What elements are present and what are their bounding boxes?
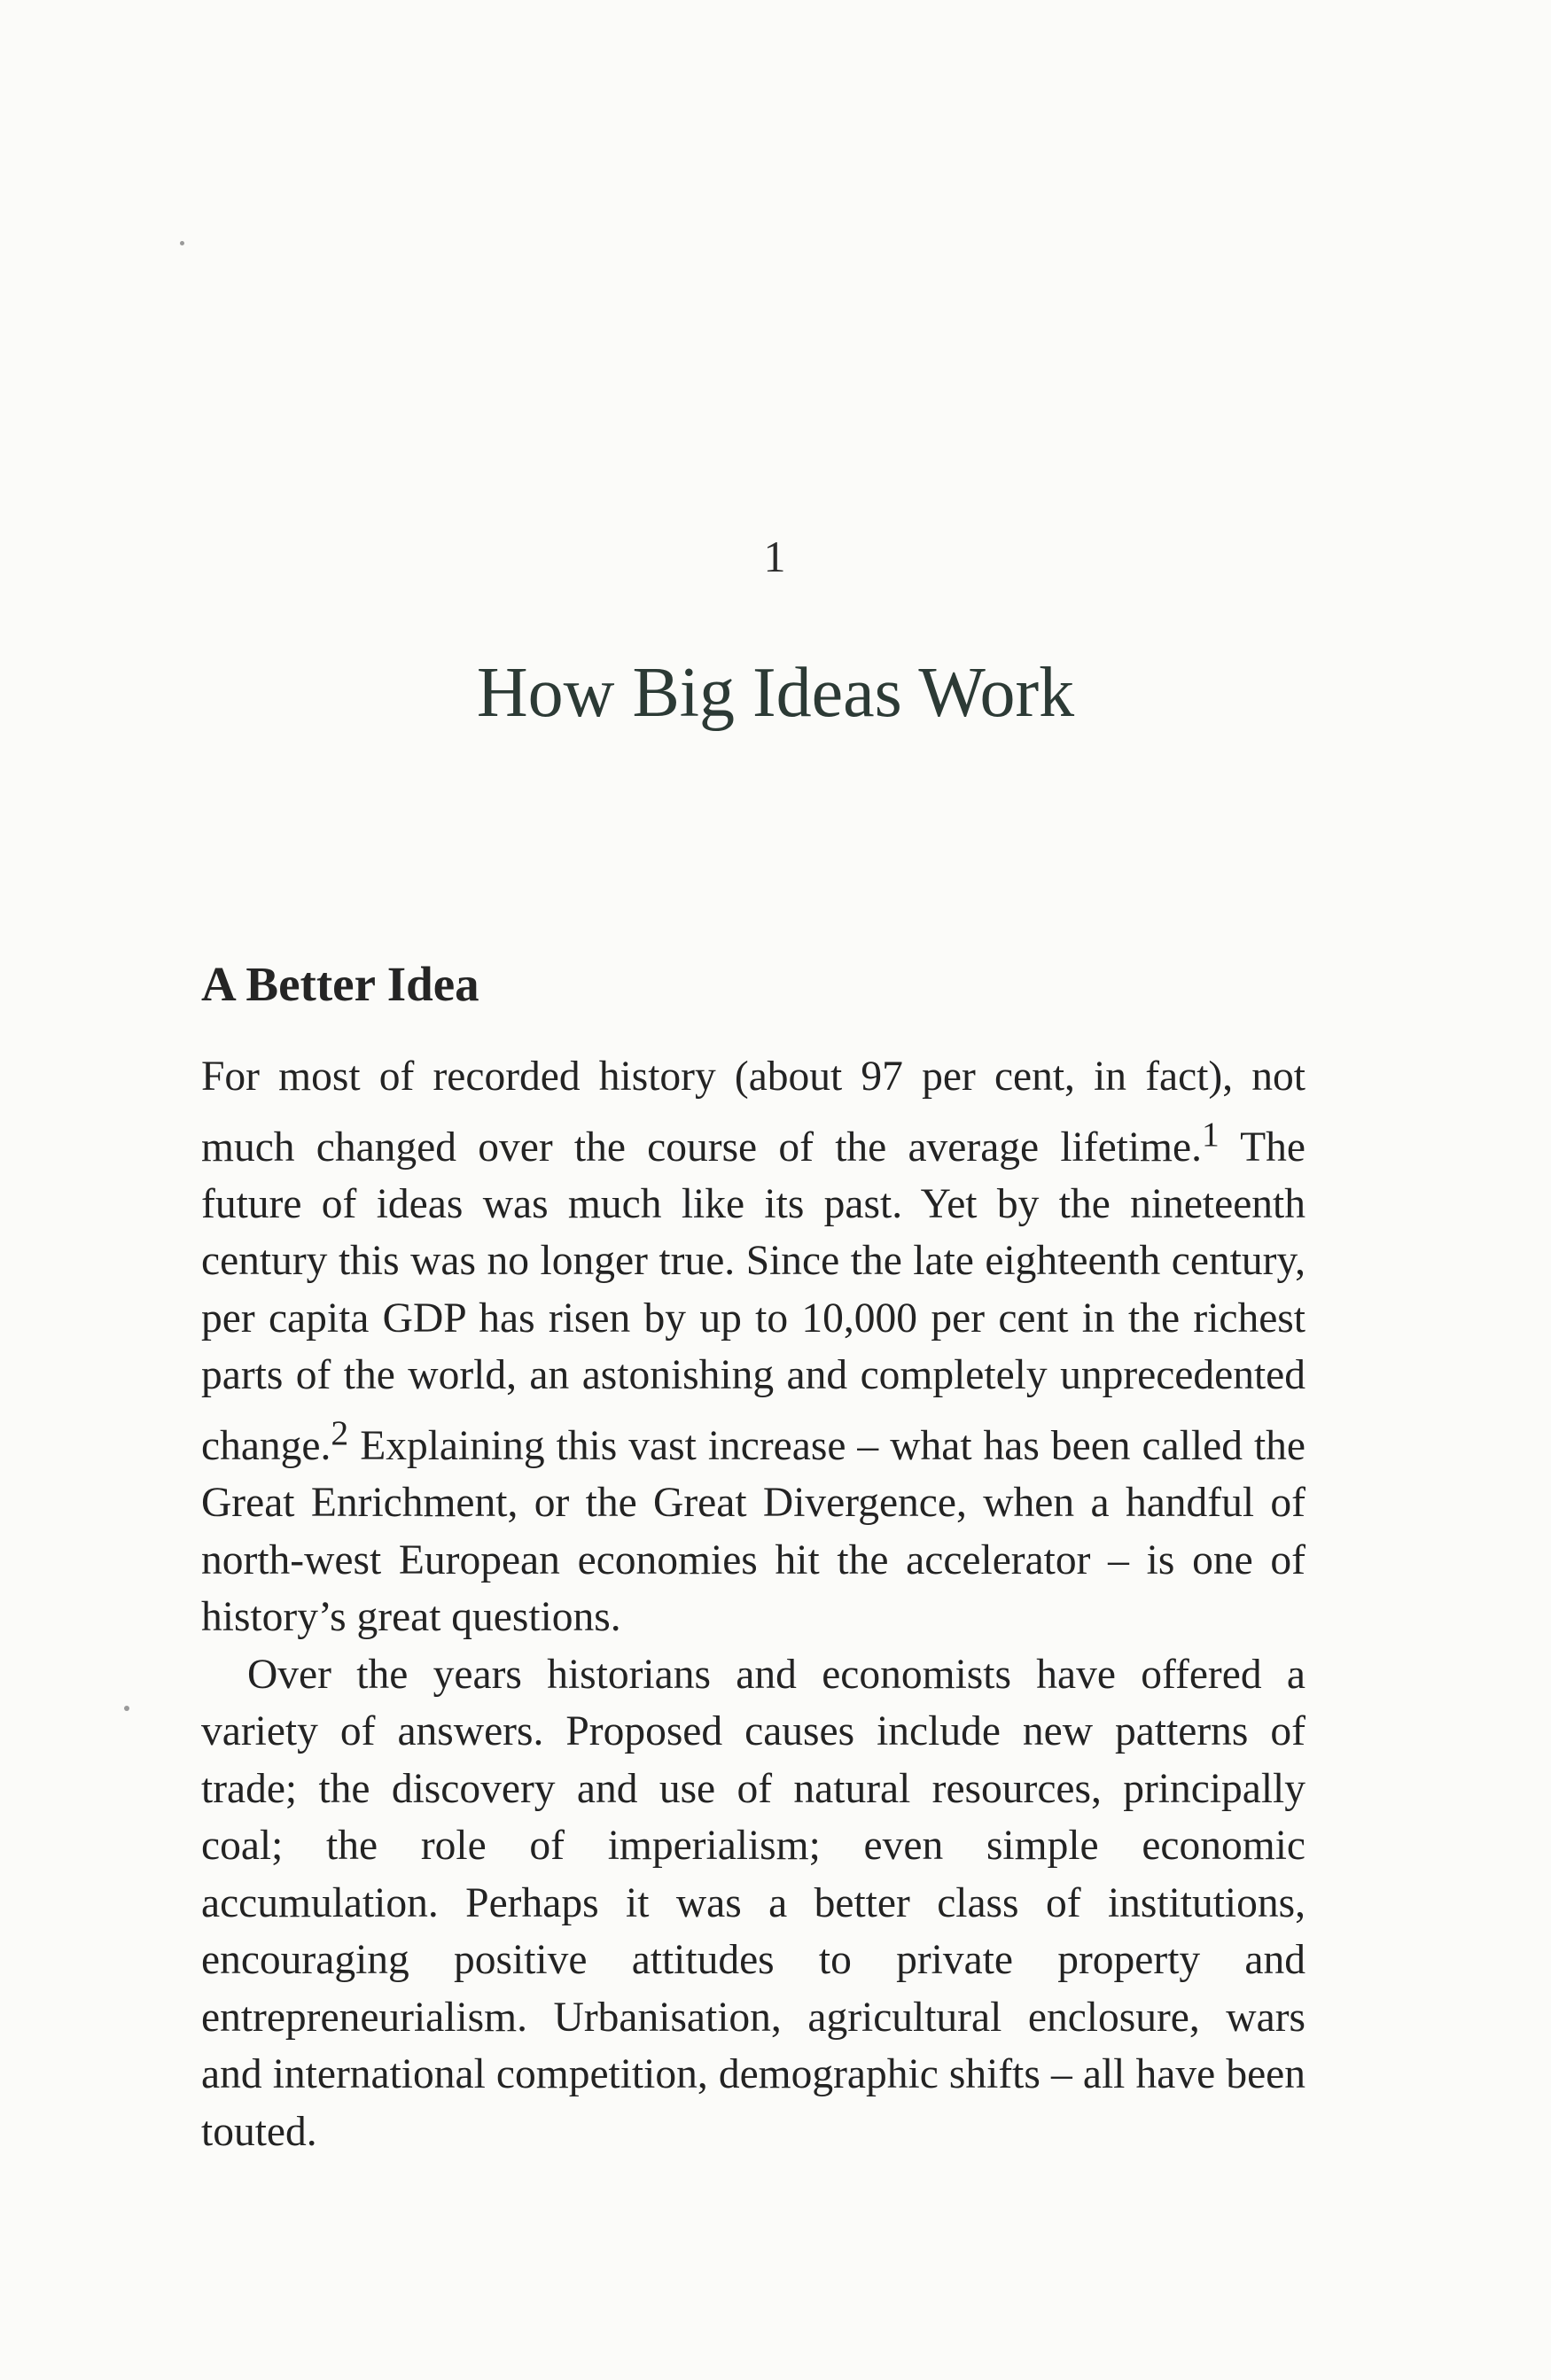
footnote-ref-2: 2 [331,1412,349,1452]
margin-speck [180,241,184,245]
margin-speck [124,1706,129,1711]
footnote-ref-1: 1 [1201,1114,1220,1154]
section-heading: A Better Idea [201,957,479,1011]
body-text [201,1048,1305,2160]
chapter-number: 1 [763,532,788,581]
paragraph-1 [201,1048,1305,1646]
paragraph-2: Over the years historians and economists have offered a variety of answers. Proposed causes include new patterns of trade; the discovery and use of natural resources, principally coal; the role of imperialism; even simple economic accumulation. Perhaps it was a better class of institutions, encouraging positive attitudes to private property and entrepreneurialism. Urbanisation, agricultural enclosure, wars and international competition, demographic shifts – all have been touted. [201,1651,1305,2155]
chapter-title: How Big Ideas Work [476,654,1075,732]
paragraph-1-text-a: For most of recorded history (about 97 per cent, in fact), not much changed over the course of the average lifetime. [201,1054,1305,1171]
paragraph-1-text-b: The future of ideas was much like its past. Yet by the nineteenth century this was no longer true. Since the late eighteenth century, per capita GDP has risen by up to 10,000 per cent in the richest parts of the world, an astonishing and completely unprecedented change. [201,1124,1305,1469]
paragraph-1-text-c: Explaining this vast increase – what has been called the Great Enrichment, or the Great Divergence, when a handful of north-west European economies hit the accelerator – is one of history’s great questions. [201,1422,1305,1641]
